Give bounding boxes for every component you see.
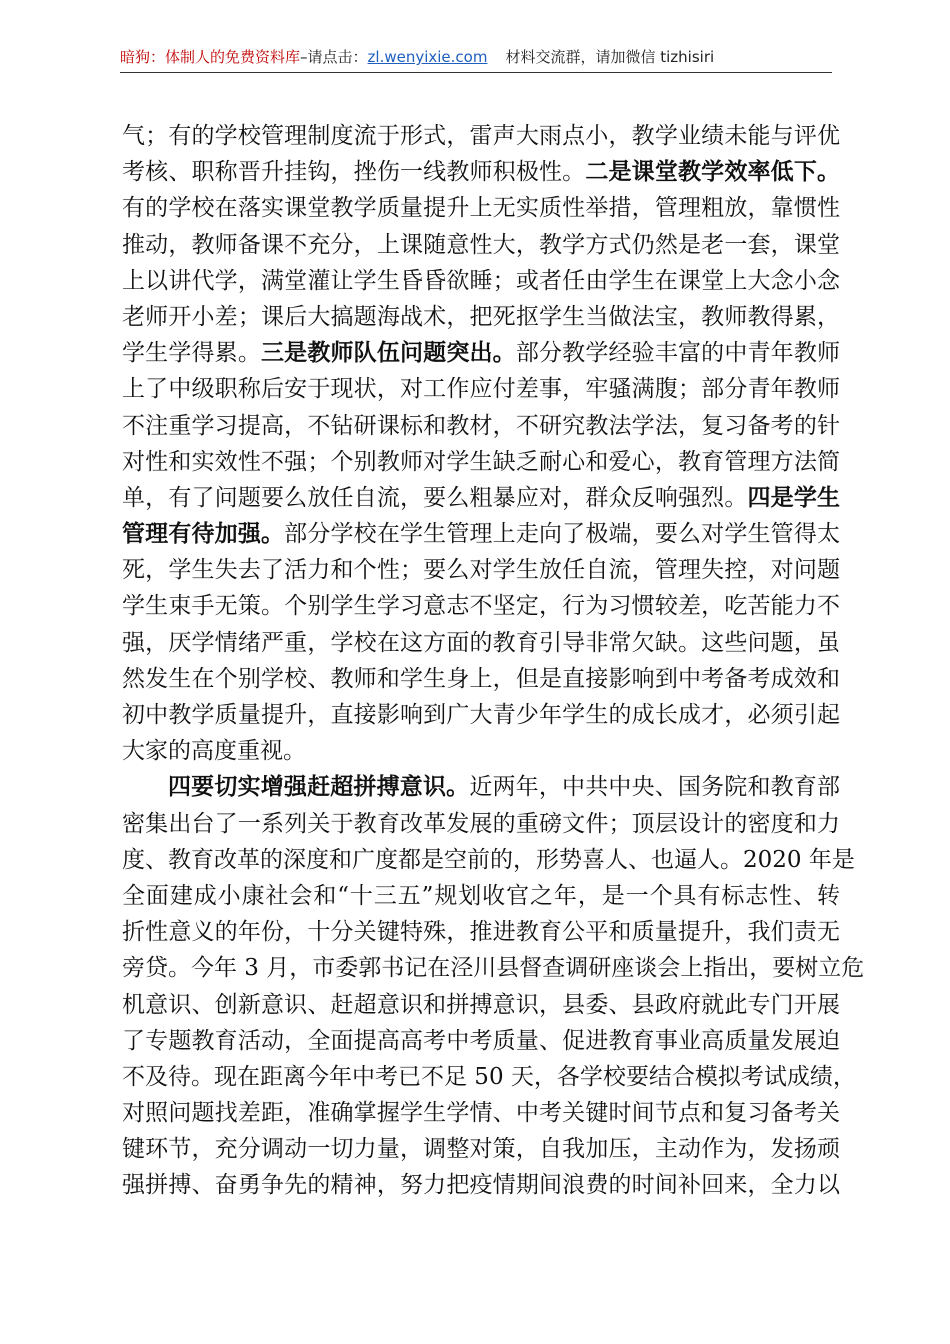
text-line: 键环节，充分调动一切力量，调整对策，自我加压，主动作为，发扬顽	[122, 1136, 840, 1163]
header-brand: 暗狗：体制人的免费资料库	[120, 48, 301, 66]
bold-heading: 四是学生	[747, 484, 841, 511]
text-line: 上以讲代学，满堂灌让学生昏昏欲睡；或者任由学生在课堂上大念小念	[122, 267, 840, 294]
text-line: 上了中级职称后安于现状，对工作应付差事，牢骚满腹；部分青年教师	[122, 376, 840, 403]
bold-heading: 二是课堂教学效率低下。	[585, 159, 841, 186]
text-line: 推动，教师备课不充分，上课随意性大，教学方式仍然是老一套，课堂	[122, 231, 840, 258]
text-line: 密集出台了一系列关于教育改革发展的重磅文件；顶层设计的密度和力	[122, 810, 840, 837]
text-line: 气；有的学校管理制度流于形式，雷声大雨点小，教学业绩未能与评优	[122, 123, 840, 149]
text-line: 学生束手无策。个别学生学习意志不坚定，行为习惯较差，吃苦能力不	[122, 593, 840, 620]
bold-heading: 四要切实增强赶超拼搏意识。	[168, 774, 470, 801]
text-line: 有的学校在落实课堂教学质量提升上无实质性举措，管理粗放，靠惯性	[122, 195, 840, 222]
page-header	[120, 46, 830, 67]
text-line: 强拼搏、奋勇争先的精神，努力把疫情期间浪费的时间补回来，全力以	[122, 1172, 840, 1199]
text-line: 强，厌学情绪严重，学校在这方面的教育引导非常欠缺。这些问题，虽	[122, 629, 840, 656]
text-line: 对性和实效性不强；个别教师对学生缺乏耐心和爱心，教育管理方法简	[122, 448, 840, 475]
text-line: 老师开小差；课后大搞题海战术，把死抠学生当做法宝，教师教得累，	[122, 303, 840, 330]
header-divider	[120, 72, 832, 73]
text-line: 不及待。现在距离今年中考已不足 50 天，各学校要结合模拟考试成绩，	[122, 1063, 856, 1090]
text-line: 折性意义的年份，十分关键特殊，推进教育公平和质量提升，我们责无	[122, 919, 840, 946]
text-line: 单，有了问题要么放任自流，要么粗暴应对，群众反响强烈。四是学生	[122, 484, 841, 511]
text-line: 了专题教育活动，全面提高高考中考质量、促进教育事业高质量发展迫	[122, 1027, 840, 1054]
text-line: 管理有待加强。部分学校在学生管理上走向了极端，要么对学生管得太	[122, 521, 841, 548]
text-line: 度、教育改革的深度和广度都是空前的，形势喜人、也逼人。2020 年是	[122, 846, 855, 873]
text-line: 四要切实增强赶超拼搏意识。近两年，中共中央、国务院和教育部	[168, 774, 841, 801]
text-line: 机意识、创新意识、赶超意识和拼搏意识，县委、县政府就此专门开展	[122, 991, 840, 1018]
bold-heading: 管理有待加强。	[122, 521, 285, 548]
text-line: 全面建成小康社会和“十三五”规划收官之年，是一个具有标志性、转	[122, 882, 840, 909]
header-group-note: 材料交流群，请加微信 tizhisiri	[505, 48, 715, 66]
document-body	[122, 118, 865, 1204]
text-line: 旁贷。今年 3 月，市委郭书记在泾川县督查调研座谈会上指出，要树立危	[122, 955, 865, 982]
bold-heading: 三是教师队伍问题突出。	[261, 340, 516, 367]
header-prompt: –请点击：	[300, 48, 368, 66]
header-link[interactable]: zl.wenyixie.com	[367, 48, 488, 66]
text-line: 学生学得累。三是教师队伍问题突出。部分教学经验丰富的中青年教师	[122, 340, 841, 367]
text-line: 然发生在个别学校、教师和学生身上，但是直接影响到中考备考成效和	[122, 665, 840, 692]
text-line: 不注重学习提高，不钻研课标和教材，不研究教法学法，复习备考的针	[122, 412, 840, 439]
text-line: 初中教学质量提升，直接影响到广大青少年学生的成长成才，必须引起	[122, 702, 840, 728]
text-line: 死，学生失去了活力和个性；要么对学生放任自流，管理失控，对问题	[122, 557, 840, 584]
text-line: 大家的高度重视。	[122, 738, 306, 765]
text-line: 对照问题找差距，准确掌握学生学情、中考关键时间节点和复习备考关	[122, 1100, 840, 1127]
text-line: 考核、职称晋升挂钩，挫伤一线教师积极性。二是课堂教学效率低下。	[122, 159, 841, 186]
